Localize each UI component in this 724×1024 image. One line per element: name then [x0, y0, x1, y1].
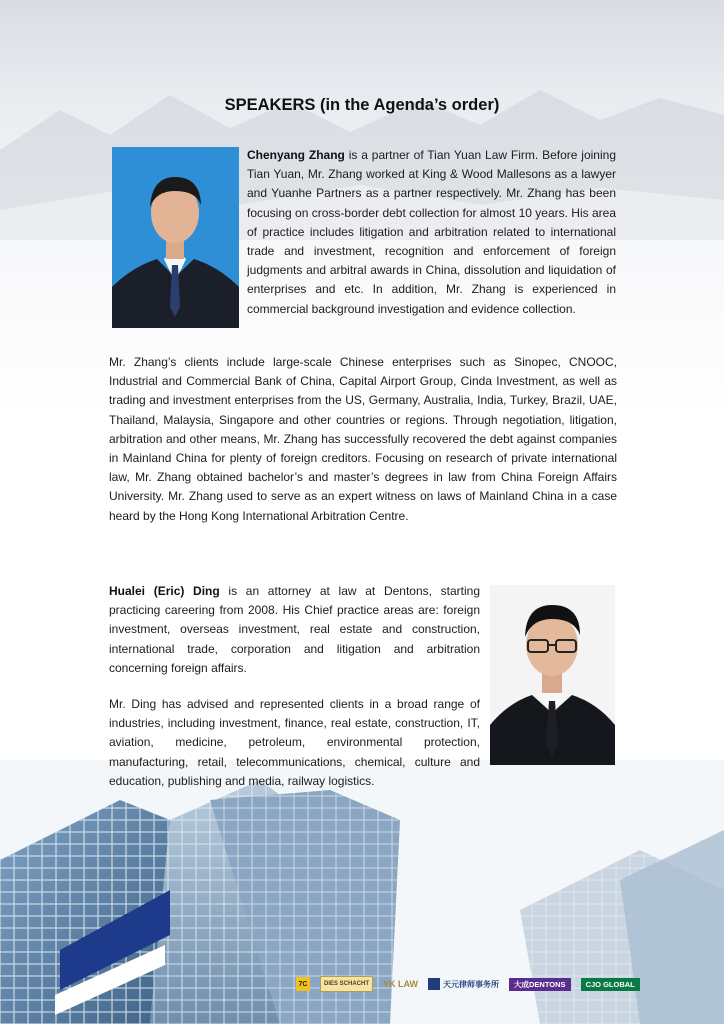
logo-dentons-text: 大成DENTONS: [514, 979, 566, 989]
speaker-name-hualei-ding: Hualei (Eric) Ding: [109, 584, 220, 598]
speaker-bio-intro: is an attorney at law at Dentons, starting practicing careering from 2008. His Chief practice areas are: foreign investment, overseas investment, real estate and construction, international trade, corporation and litigation and arbitration concerning foreign affairs.: [109, 584, 481, 675]
logo-tian-yuan-text: 天元律师事务所: [443, 979, 500, 989]
speaker-name-chenyang-zhang: Chenyang Zhang: [247, 148, 345, 162]
logo-dies-schacht: [320, 976, 373, 992]
logo-dies-schacht-text: DIES SCHACHT: [324, 981, 370, 987]
speaker-photo-hualei-ding: [490, 585, 615, 765]
logo-dentons: [509, 978, 571, 991]
logo-cjo-global: [581, 978, 640, 991]
portrait-image: [112, 147, 239, 328]
portrait-image: [490, 585, 615, 765]
sponsor-logo-bar: [296, 972, 696, 996]
tian-yuan-mark-icon: [428, 978, 440, 990]
speaker-bio-continued-chenyang-zhang: Mr. Zhang’s clients include large-scale Chinese enterprises such as Sinopec, CNOOC, Industrial and Commercial Bank of China, Capital Airport Group, Cinda Investment, as well as trading and investment enterprises from the US, Germany, Australia, India, Turkey, Brazil, UAE, Thailand, Malaysia, Singapore and other countries or regions. Through negotiation, litigation, arbitration and other means, Mr. Zhang has successfully recovered the debt against companies in Mainland China for plenty of foreign creditors. Focusing on research of private international law, Mr. Zhang obtained bachelor’s and master’s degrees in law from China Foreign Affairs University. Mr. Zhang used to serve as an expert witness on laws of Mainland China in a case heard by the Hong Kong International Arbitration Centre.: [109, 355, 617, 523]
logo-yk-law: [383, 976, 418, 992]
speaker-bio-intro: is a partner of Tian Yuan Law Firm. Before joining Tian Yuan, Mr. Zhang worked at King & Wood Mallesons as a lawyer and Yuanhe Partners as a partner respectively. Mr. Zhang has been focusing on cross-border debt collection for almost 10 years. His area of practice includes litigation and arbitration related to international trade and investment, recognition and enforcement of foreign judgments and arbitral awards in China, dissolution and liquidation of enterprises and etc. In addition, Mr. Zhang is experienced in commercial background investigation and evidence collection.: [247, 148, 616, 316]
logo-cjo-global-text: CJO GLOBAL: [585, 979, 635, 989]
page-title: SPEAKERS (in the Agenda’s order): [224, 96, 500, 114]
logo-7c: [296, 977, 310, 991]
speaker-bio-chenyang-zhang: [247, 146, 616, 319]
speaker-bio-hualei-ding: [109, 582, 480, 678]
speaker-bio-continued-hualei-ding: Mr. Ding has advised and represented clients in a broad range of industries, including investment, finance, real estate, construction, IT, aviation, medicine, petroleum, environmental protection, manufacturing, retail, telecommunications, chemical, culture and education, publishing and media, railway logistics.: [109, 697, 480, 788]
logo-tian-yuan: [428, 976, 499, 992]
logo-yk-law-text: YK LAW: [383, 979, 419, 989]
speaker-photo-chenyang-zhang: [112, 147, 239, 328]
logo-7c-text: 7C: [298, 980, 308, 988]
